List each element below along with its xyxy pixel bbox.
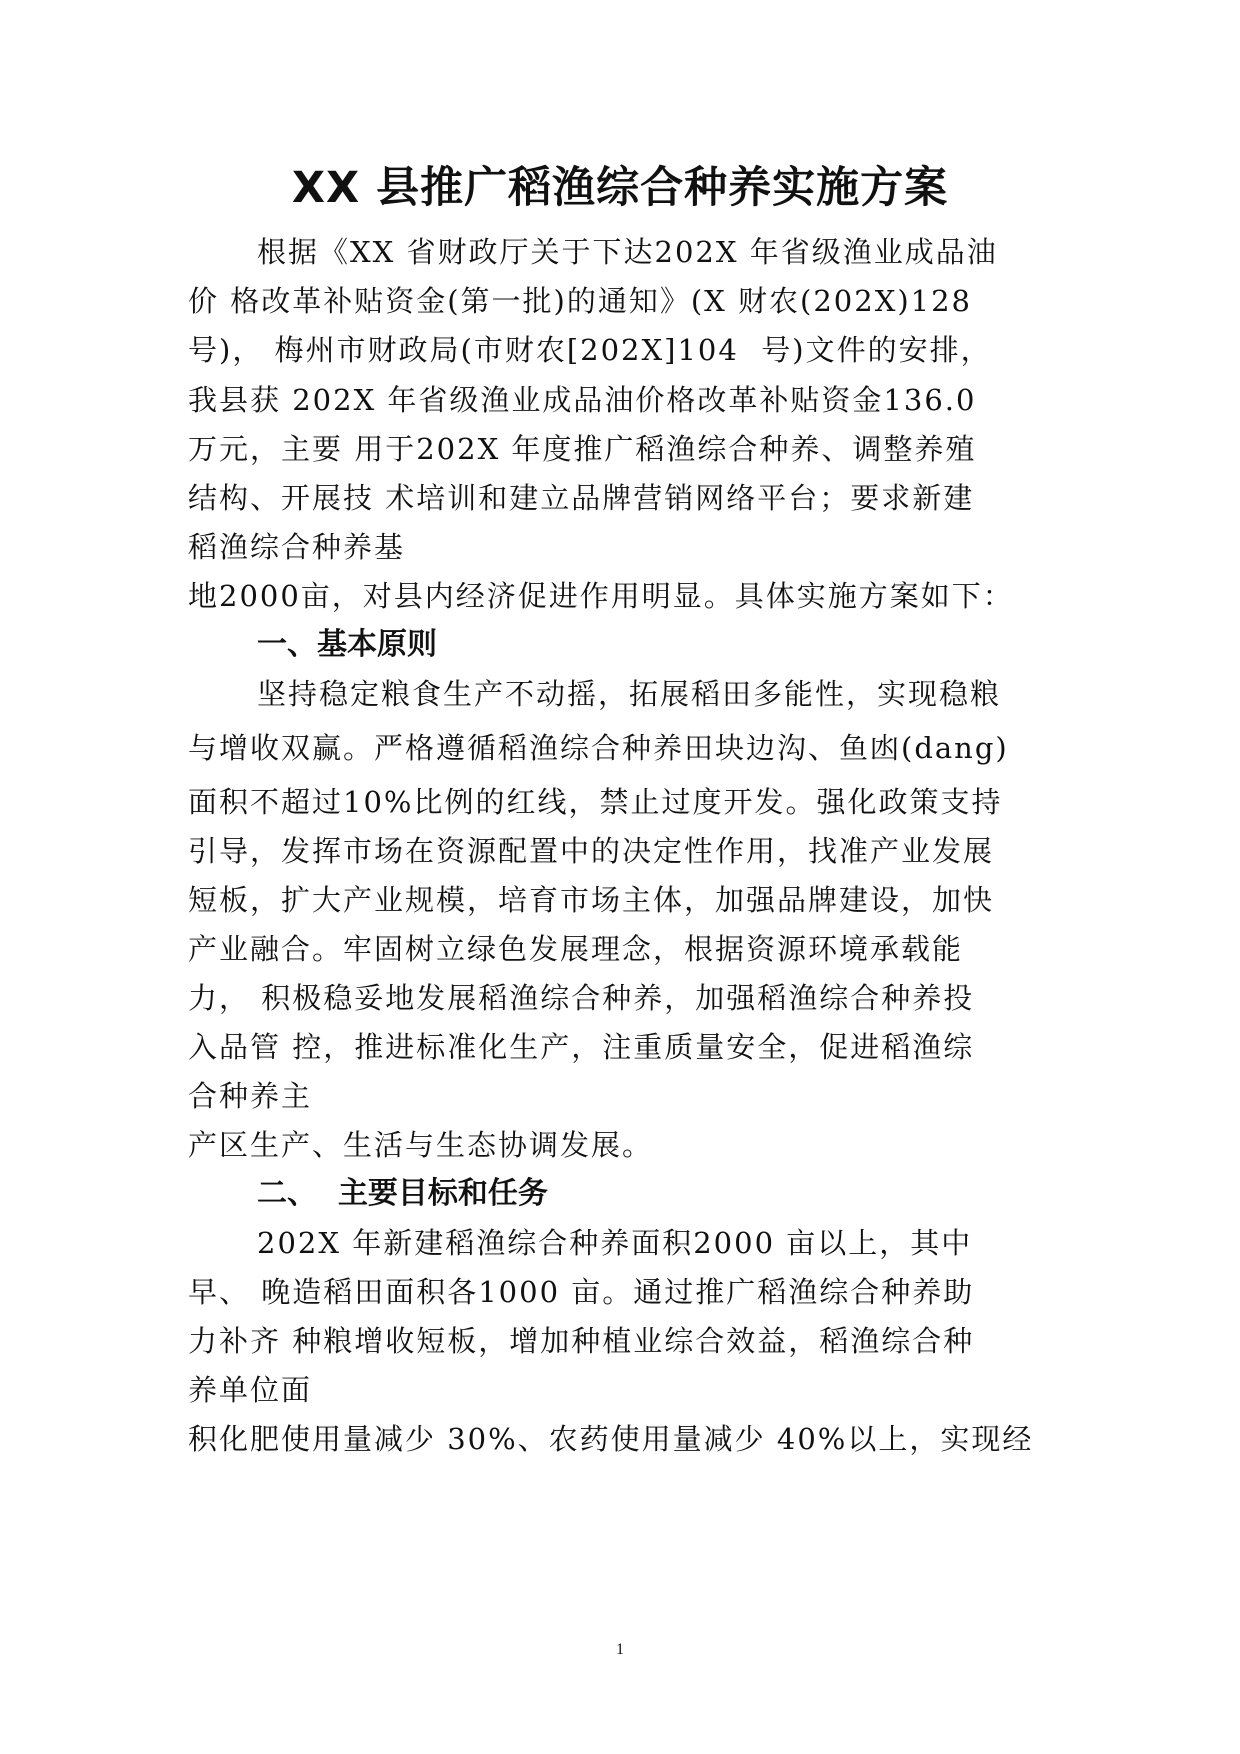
intro-line: 价 格改革补贴资金(第一批)的通知》(X 财农(202X)128 (188, 284, 973, 318)
section1-line: 产业融合。牢固树立绿色发展理念，根据资源环境承载能 (188, 932, 964, 966)
section2-line: 积化肥使用量减少 30%、农药使用量减少 40%以上，实现经 (188, 1422, 1034, 1456)
page-number: 1 (616, 1641, 624, 1658)
document-title: XX 县推广稻渔综合种养实施方案 (291, 163, 949, 213)
section1-line: 面积不超过10%比例的红线，禁止过度开发。强化政策支持 (188, 785, 1003, 819)
intro-line: 根据《XX 省财政厅关于下达202X 年省级渔业成品油 (257, 235, 998, 269)
section1-line: 入品管 控，推进标准化生产，注重质量安全，促进稻渔综 (188, 1030, 975, 1064)
section2-line: 力补齐 种粮增收短板，增加种植业综合效益，稻渔综合种 (188, 1324, 975, 1358)
section1-line: 坚持稳定粮食生产不动摇，拓展稻田多能性，实现稳粮 (257, 677, 1002, 711)
intro-line: 稻渔综合种养基 (188, 530, 406, 564)
section1-line: 产区生产、生活与生态协调发展。 (188, 1128, 654, 1162)
intro-line: 号)， 梅州市财政局(市财农[202X]104 号)文件的安排， (188, 333, 992, 367)
section-heading-goals: 二、 主要目标和任务 (257, 1176, 548, 1211)
intro-line: 万元，主要 用于202X 年度推广稻渔综合种养、调整养殖 (188, 432, 977, 466)
section1-line: 引导，发挥市场在资源配置中的决定性作用，找准产业发展 (188, 834, 995, 868)
intro-line: 结构、开展技 术培训和建立品牌营销网络平台；要求新建 (188, 481, 975, 515)
intro-line: 地2000亩，对县内经济促进作用明显。具体实施方案如下： (188, 579, 1014, 613)
section1-line: 短板，扩大产业规模，培育市场主体，加强品牌建设，加快 (188, 883, 995, 917)
intro-line: 我县获 202X 年省级渔业成品油价格改革补贴资金136.0 (188, 383, 977, 417)
section1-line: 合种养主 (188, 1079, 313, 1113)
section1-line: 力， 积极稳妥地发展稻渔综合种养，加强稻渔综合种养投 (188, 981, 975, 1015)
section1-line: 与增收双赢。严格遵循稻渔综合种养田块边沟、鱼凼(dang) (188, 731, 1009, 765)
section-heading-principles: 一、基本原则 (257, 627, 437, 662)
section2-line: 早、 晚造稻田面积各1000 亩。通过推广稻渔综合种养助 (188, 1275, 975, 1309)
section2-line: 202X 年新建稻渔综合种养面积2000 亩以上，其中 (257, 1226, 973, 1260)
section2-line: 养单位面 (188, 1373, 313, 1407)
